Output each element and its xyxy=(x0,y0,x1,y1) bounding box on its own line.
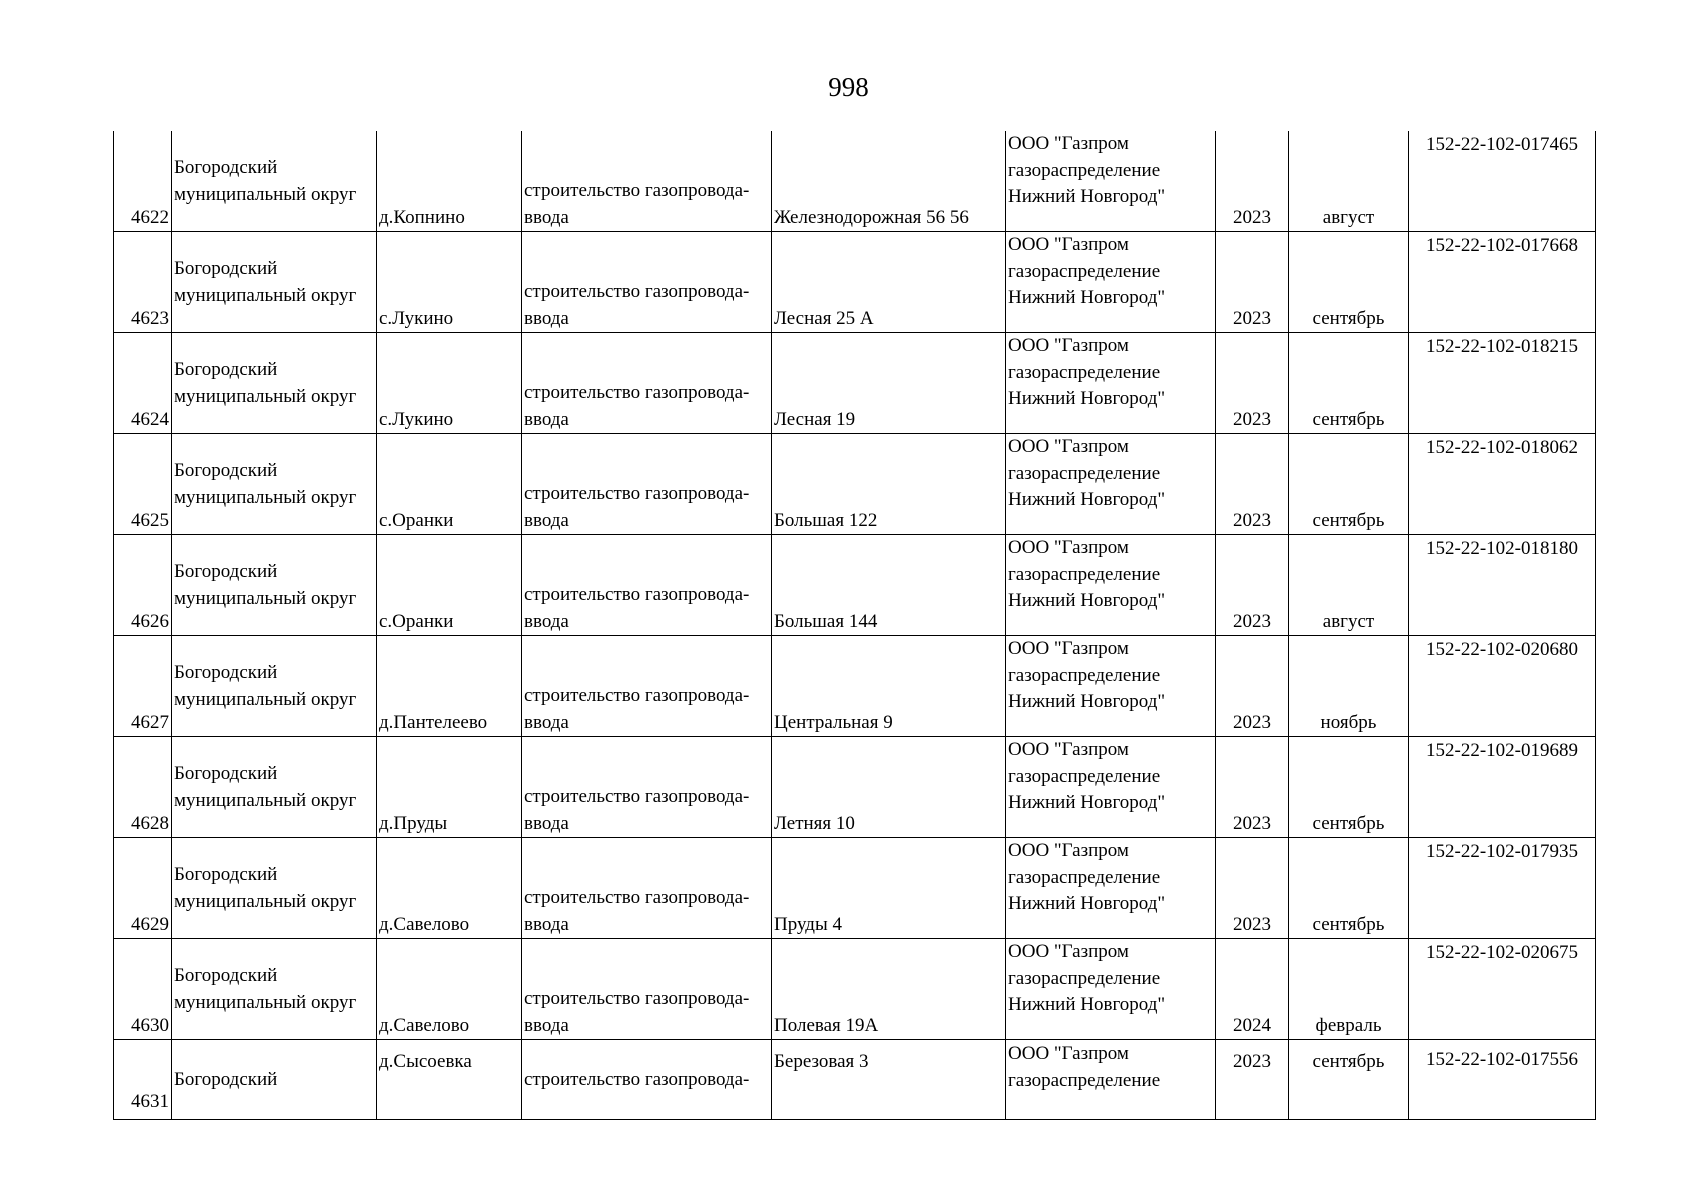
address-cell: Лесная 25 А xyxy=(772,232,1006,333)
settlement-cell: с.Оранки xyxy=(377,535,522,636)
organization-cell-line: Нижний Новгород" xyxy=(1008,388,1166,409)
row-number: 4623 xyxy=(114,232,172,333)
address-cell: Полевая 19А xyxy=(772,939,1006,1040)
work-type-cell-line: строительство газопровода- xyxy=(524,281,750,302)
organization-cell-line: ООО "Газпром xyxy=(1008,638,1129,659)
work-type-cell-line: строительство газопровода- xyxy=(524,786,750,807)
organization-cell xyxy=(1006,737,1216,838)
address-cell: Железнодорожная 56 56 xyxy=(772,131,1006,232)
permit-code-cell: 152-22-102-017465 xyxy=(1409,131,1596,232)
work-type-cell-line: ввода xyxy=(524,308,569,329)
table-row xyxy=(114,737,1596,838)
district-cell xyxy=(172,636,377,737)
district-cell-line: Богородский xyxy=(174,561,278,582)
district-cell xyxy=(172,1040,377,1120)
organization-cell-line: ООО "Газпром xyxy=(1008,739,1129,760)
settlement-cell: д.Савелово xyxy=(377,838,522,939)
address-cell: Большая 122 xyxy=(772,434,1006,535)
organization-cell-line: Нижний Новгород" xyxy=(1008,186,1166,207)
row-number: 4631 xyxy=(114,1040,172,1120)
permit-code-cell: 152-22-102-017556 xyxy=(1409,1040,1596,1120)
organization-cell-line: газораспределение xyxy=(1008,563,1161,585)
permit-code-cell: 152-22-102-018180 xyxy=(1409,535,1596,636)
organization-cell xyxy=(1006,838,1216,939)
organization-cell-line: газораспределение xyxy=(1008,664,1161,686)
row-number: 4624 xyxy=(114,333,172,434)
organization-cell xyxy=(1006,535,1216,636)
organization-cell-line: Нижний Новгород" xyxy=(1008,893,1166,914)
table-body xyxy=(114,131,1596,1120)
work-type-cell-line: ввода xyxy=(524,207,569,228)
row-number: 4630 xyxy=(114,939,172,1040)
organization-cell-line: ООО "Газпром xyxy=(1008,840,1129,861)
table-row xyxy=(114,232,1596,333)
organization-cell-line: ООО "Газпром xyxy=(1008,436,1129,457)
district-cell-line: Богородский xyxy=(174,1069,278,1090)
year-cell: 2023 xyxy=(1216,737,1289,838)
work-type-cell-line: строительство газопровода- xyxy=(524,382,750,403)
organization-cell-line: газораспределение xyxy=(1008,967,1161,989)
district-cell xyxy=(172,535,377,636)
work-type-cell-line: строительство газопровода- xyxy=(524,483,750,504)
permit-code-cell: 152-22-102-018215 xyxy=(1409,333,1596,434)
district-cell-line: муниципальный округ xyxy=(174,285,357,306)
work-type-cell xyxy=(522,737,772,838)
work-type-cell xyxy=(522,535,772,636)
year-cell: 2024 xyxy=(1216,939,1289,1040)
work-type-cell-line: строительство газопровода- xyxy=(524,685,750,706)
district-cell-line: муниципальный округ xyxy=(174,487,357,508)
district-cell xyxy=(172,737,377,838)
district-cell-line: муниципальный округ xyxy=(174,992,357,1013)
organization-cell-line: ООО "Газпром xyxy=(1008,335,1129,356)
organization-cell-line: Нижний Новгород" xyxy=(1008,590,1166,611)
work-type-cell-line: строительство газопровода- xyxy=(524,584,750,605)
address-cell: Березовая 3 xyxy=(772,1040,1006,1120)
work-type-cell xyxy=(522,939,772,1040)
month-cell: сентябрь xyxy=(1289,333,1409,434)
district-cell-line: Богородский xyxy=(174,864,278,885)
work-type-cell-line: ввода xyxy=(524,409,569,430)
month-cell: сентябрь xyxy=(1289,737,1409,838)
district-cell xyxy=(172,939,377,1040)
month-cell: август xyxy=(1289,131,1409,232)
work-type-cell-line: ввода xyxy=(524,510,569,531)
organization-cell xyxy=(1006,636,1216,737)
table-row xyxy=(114,535,1596,636)
work-type-cell-line: строительство газопровода- xyxy=(524,180,750,201)
row-number: 4626 xyxy=(114,535,172,636)
district-cell-line: Богородский xyxy=(174,359,278,380)
work-type-cell-line: строительство газопровода- xyxy=(524,988,750,1009)
table-row xyxy=(114,434,1596,535)
organization-cell-line: ООО "Газпром xyxy=(1008,234,1129,255)
organization-cell-line: Нижний Новгород" xyxy=(1008,792,1166,813)
settlement-cell: д.Савелово xyxy=(377,939,522,1040)
organization-cell-line: газораспределение xyxy=(1008,765,1161,787)
table-row xyxy=(114,939,1596,1040)
district-cell xyxy=(172,838,377,939)
organization-cell xyxy=(1006,1040,1216,1120)
month-cell: август xyxy=(1289,535,1409,636)
row-number: 4628 xyxy=(114,737,172,838)
year-cell: 2023 xyxy=(1216,434,1289,535)
work-type-cell xyxy=(522,333,772,434)
permit-code-cell: 152-22-102-017668 xyxy=(1409,232,1596,333)
organization-cell-line: газораспределение xyxy=(1008,1069,1161,1091)
permit-code-cell: 152-22-102-020680 xyxy=(1409,636,1596,737)
district-cell-line: Богородский xyxy=(174,763,278,784)
work-type-cell-line: ввода xyxy=(524,611,569,632)
organization-cell xyxy=(1006,232,1216,333)
district-cell xyxy=(172,434,377,535)
district-cell-line: муниципальный округ xyxy=(174,891,357,912)
district-cell-line: муниципальный округ xyxy=(174,184,357,205)
month-cell: ноябрь xyxy=(1289,636,1409,737)
month-cell: сентябрь xyxy=(1289,434,1409,535)
settlement-cell: с.Лукино xyxy=(377,232,522,333)
work-type-cell-line: ввода xyxy=(524,813,569,834)
organization-cell xyxy=(1006,333,1216,434)
work-type-cell-line: ввода xyxy=(524,712,569,733)
district-cell-line: Богородский xyxy=(174,157,278,178)
district-cell xyxy=(172,232,377,333)
table-row xyxy=(114,838,1596,939)
district-cell xyxy=(172,333,377,434)
organization-cell-line: Нижний Новгород" xyxy=(1008,489,1166,510)
settlement-cell: д.Копнино xyxy=(377,131,522,232)
district-cell-line: муниципальный округ xyxy=(174,588,357,609)
organization-cell-line: газораспределение xyxy=(1008,866,1161,888)
district-cell xyxy=(172,131,377,232)
organization-cell-line: газораспределение xyxy=(1008,260,1161,282)
organization-cell-line: газораспределение xyxy=(1008,462,1161,484)
permit-code-cell: 152-22-102-017935 xyxy=(1409,838,1596,939)
registry-table xyxy=(113,131,1596,1120)
district-cell-line: муниципальный округ xyxy=(174,689,357,710)
month-cell: февраль xyxy=(1289,939,1409,1040)
organization-cell xyxy=(1006,434,1216,535)
organization-cell-line: ООО "Газпром xyxy=(1008,1043,1129,1064)
work-type-cell xyxy=(522,1040,772,1120)
settlement-cell: с.Лукино xyxy=(377,333,522,434)
row-number: 4627 xyxy=(114,636,172,737)
organization-cell-line: Нижний Новгород" xyxy=(1008,994,1166,1015)
year-cell: 2023 xyxy=(1216,636,1289,737)
work-type-cell xyxy=(522,636,772,737)
address-cell: Лесная 19 xyxy=(772,333,1006,434)
organization-cell-line: газораспределение xyxy=(1008,361,1161,383)
row-number: 4629 xyxy=(114,838,172,939)
organization-cell-line: Нижний Новгород" xyxy=(1008,691,1166,712)
row-number: 4625 xyxy=(114,434,172,535)
organization-cell xyxy=(1006,939,1216,1040)
month-cell: сентябрь xyxy=(1289,232,1409,333)
organization-cell-line: Нижний Новгород" xyxy=(1008,287,1166,308)
organization-cell-line: ООО "Газпром xyxy=(1008,133,1129,154)
year-cell: 2023 xyxy=(1216,1040,1289,1120)
work-type-cell xyxy=(522,232,772,333)
permit-code-cell: 152-22-102-018062 xyxy=(1409,434,1596,535)
address-cell: Большая 144 xyxy=(772,535,1006,636)
permit-code-cell: 152-22-102-019689 xyxy=(1409,737,1596,838)
district-cell-line: Богородский xyxy=(174,662,278,683)
organization-cell-line: ООО "Газпром xyxy=(1008,941,1129,962)
work-type-cell-line: ввода xyxy=(524,1015,569,1036)
work-type-cell-line: строительство газопровода- xyxy=(524,887,750,908)
table-row xyxy=(114,1040,1596,1120)
work-type-cell-line: ввода xyxy=(524,914,569,935)
row-number: 4622 xyxy=(114,131,172,232)
work-type-cell xyxy=(522,434,772,535)
district-cell-line: Богородский xyxy=(174,258,278,279)
address-cell: Летняя 10 xyxy=(772,737,1006,838)
page-number: 998 xyxy=(828,72,869,102)
permit-code-cell: 152-22-102-020675 xyxy=(1409,939,1596,1040)
year-cell: 2023 xyxy=(1216,333,1289,434)
work-type-cell xyxy=(522,838,772,939)
district-cell-line: Богородский xyxy=(174,460,278,481)
address-cell: Центральная 9 xyxy=(772,636,1006,737)
organization-cell-line: газораспределение xyxy=(1008,159,1161,181)
work-type-cell-line: строительство газопровода- xyxy=(524,1069,750,1090)
year-cell: 2023 xyxy=(1216,232,1289,333)
district-cell-line: Богородский xyxy=(174,965,278,986)
organization-cell xyxy=(1006,131,1216,232)
organization-cell-line: ООО "Газпром xyxy=(1008,537,1129,558)
settlement-cell: д.Пантелеево xyxy=(377,636,522,737)
district-cell-line: муниципальный округ xyxy=(174,790,357,811)
year-cell: 2023 xyxy=(1216,535,1289,636)
settlement-cell: д.Пруды xyxy=(377,737,522,838)
year-cell: 2023 xyxy=(1216,131,1289,232)
table-row xyxy=(114,131,1596,232)
table-row xyxy=(114,333,1596,434)
year-cell: 2023 xyxy=(1216,838,1289,939)
address-cell: Пруды 4 xyxy=(772,838,1006,939)
district-cell-line: муниципальный округ xyxy=(174,386,357,407)
work-type-cell xyxy=(522,131,772,232)
settlement-cell: с.Оранки xyxy=(377,434,522,535)
table-row xyxy=(114,636,1596,737)
month-cell: сентябрь xyxy=(1289,1040,1409,1120)
settlement-cell: д.Сысоевка xyxy=(377,1040,522,1120)
month-cell: сентябрь xyxy=(1289,838,1409,939)
